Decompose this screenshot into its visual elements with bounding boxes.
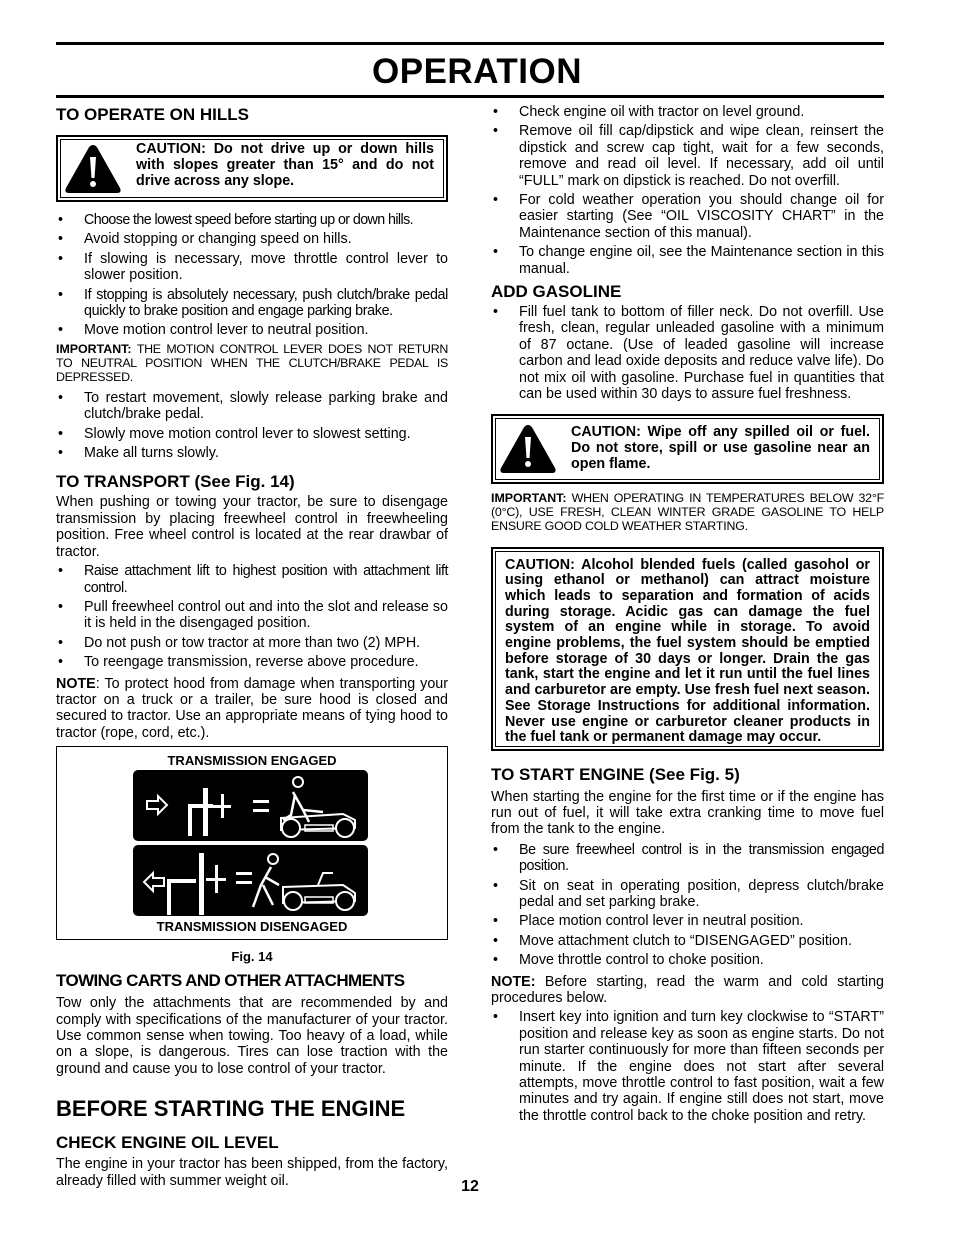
page-number: 12 — [461, 1178, 479, 1195]
list-item: • If slowing is necessary, move throttle control lever to slower position. — [56, 251, 448, 284]
list-item: • Do not push or tow tractor at more than two (2) MPH. — [56, 635, 448, 651]
list-item: • To restart movement, slowly release parking brake and clutch/brake pedal. — [56, 390, 448, 423]
figure-label-disengaged: TRANSMISSION DISENGAGED — [156, 919, 348, 935]
title-underline — [56, 95, 884, 98]
hills-caution-box — [56, 135, 448, 202]
list-item: • Insert key into ignition and turn key clockwise to “START” position and release key as soon as engine starts. Do not run starter continuously for more than fifteen seconds per minute. If the engine does not start after several attempts, move throttle control to fast position, wait a few minutes and try again. If engine still does not start, move the throttle control back to the choke position and retry. — [491, 1009, 884, 1124]
note-label: NOTE: — [491, 973, 536, 990]
list-item: • Place motion control lever in neutral position. — [491, 913, 884, 929]
hills-caution-text: CAUTION: Do not drive up or down hills with slopes greater than 15° and do not drive across any slope. — [136, 141, 434, 189]
gasoline-bullets — [491, 304, 884, 402]
list-item: • For cold weather operation you should change oil for easier starting (See “OIL VISCOSITY CHART” in the Maintenance section of this manual). — [491, 192, 884, 241]
towing-heading: TOWING CARTS AND OTHER ATTACHMENTS — [56, 971, 405, 991]
oil-level-heading: CHECK ENGINE OIL LEVEL — [56, 1133, 279, 1153]
list-item: • Pull freewheel control out and into the slot and release so it is held in the disengaged position. — [56, 599, 448, 632]
hills-heading: TO OPERATE ON HILLS — [56, 105, 249, 124]
list-item: • To reengage transmission, reverse above procedure. — [56, 654, 448, 670]
page-title: OPERATION — [372, 52, 582, 91]
note-label: NOTE — [56, 675, 96, 692]
fuel-caution-box — [491, 414, 884, 484]
list-item: • Be sure freewheel control is in the transmission engaged position. — [491, 842, 884, 875]
start-engine-final-bullet — [491, 1009, 884, 1124]
winter-important-note: IMPORTANT: WHEN OPERATING IN TEMPERATURES BELOW 32°F (0°C), USE FRESH, CLEAN WINTER GRADE GASOLINE TO HELP ENSURE GOOD COLD WEATHER STARTING. — [491, 490, 884, 533]
list-item: • Remove oil fill cap/dipstick and wipe clean, reinsert the dipstick and screw cap tight, wait for a few seconds, remove and read oil level. If necessary, add oil until “FULL” mark on dipstick is reached. Do not overfill. — [491, 123, 884, 189]
top-rule — [56, 42, 884, 45]
oil-bullets — [491, 104, 884, 277]
towing-text: Tow only the attachments that are recommended by and comply with specifications of the manufacturer of your tractor. Use common sense when towing. Too heavy of a load, while on a slope, is dangerous. Tires can lose traction with the ground and cause you to lose control of your tractor. — [56, 995, 448, 1077]
engaged-panel — [133, 770, 368, 841]
list-item: • If stopping is absolutely necessary, push clutch/brake pedal quickly to brake position and engage parking brake. — [56, 287, 448, 320]
warning-icon — [493, 416, 563, 482]
start-engine-note: NOTE: Before starting, read the warm and cold starting procedures below. — [491, 973, 884, 1006]
list-item: • Move motion control lever to neutral position. — [56, 322, 448, 338]
important-label: IMPORTANT: — [56, 341, 132, 356]
transport-intro: When pushing or towing your tractor, be sure to disengage transmission by placing freewheel control in freewheeling position. Free wheel control is located at the rear drawbar of tractor. — [56, 494, 448, 560]
list-item: • Avoid stopping or changing speed on hills. — [56, 231, 448, 247]
hills-bullets-2 — [56, 390, 448, 462]
transmission-engaged-illustration — [133, 770, 368, 841]
transmission-disengaged-illustration — [133, 845, 368, 916]
oil-level-text: The engine in your tractor has been shipped, from the factory, already filled with summer weight oil. — [56, 1156, 448, 1189]
list-item: • Slowly move motion control lever to slowest setting. — [56, 426, 448, 442]
list-item: • Check engine oil with tractor on level ground. — [491, 104, 884, 120]
start-engine-intro: When starting the engine for the first time or if the engine has run out of fuel, it will take extra cranking time to move fuel from the tank to the engine. — [491, 788, 884, 838]
figure-label-engaged: TRANSMISSION ENGAGED — [167, 753, 337, 769]
gasoline-heading: ADD GASOLINE — [491, 282, 622, 302]
before-starting-heading: BEFORE STARTING THE ENGINE — [56, 1096, 406, 1122]
list-item: • Sit on seat in operating position, depress clutch/brake pedal and set parking brake. — [491, 878, 884, 911]
hills-bullets-1 — [56, 212, 448, 339]
list-item: • Move throttle control to choke position. — [491, 952, 884, 968]
list-item: • Make all turns slowly. — [56, 445, 448, 461]
disengaged-panel — [133, 845, 368, 916]
alcohol-caution-text: CAUTION: Alcohol blended fuels (called gasohol or using ethanol or methanol) can attract moisture which leads to separation and formation of acids during storage. Acidic gas can damage the fuel system of an engine while in storage. To avoid engine problems, the fuel system should be emptied before storage of 30 days or longer. Drain the gas tank, start the engine and let it run until the fuel lines and carburetor are empty. Use fresh fuel next season. See Storage Instructions for additional information. Never use engine or carburetor cleaner products in the fuel tank or permanent damage may occur. — [505, 556, 870, 746]
list-item: • Fill fuel tank to bottom of filler neck. Do not overfill. Use fresh, clean, regular unleaded gasoline with a minimum of 87 octane. (Use of leaded gasoline will increase carbon and lead oxide deposits and reduce valve life). Do not mix oil with gasoline. Purchase fuel in quantities that can be used within 30 days to assure fuel freshness. — [491, 304, 884, 402]
hills-important-note: IMPORTANT: THE MOTION CONTROL LEVER DOES NOT RETURN TO NEUTRAL POSITION WHEN THE CLUTCH/BRAKE PEDAL IS DEPRESSED. — [56, 341, 448, 384]
important-label: IMPORTANT: — [491, 490, 567, 505]
right-column — [491, 104, 884, 1127]
figure-caption: Fig. 14 — [231, 949, 273, 965]
transport-bullets — [56, 563, 448, 670]
list-item: • Choose the lowest speed before starting up or down hills. — [56, 212, 448, 228]
left-column — [56, 104, 448, 1189]
fuel-caution-text: CAUTION: Wipe off any spilled oil or fuel. Do not store, spill or use gasoline near an open flame. — [571, 423, 870, 472]
list-item: • To change engine oil, see the Maintenance section in this manual. — [491, 244, 884, 277]
figure-14-box — [56, 746, 448, 940]
start-engine-heading: TO START ENGINE (See Fig. 5) — [491, 764, 740, 784]
transport-note: NOTE: To protect hood from damage when transporting your tractor on a truck or a trailer, be sure hood is closed and secured to tractor. Use an appropriate means of tying hood to tractor (rope, cord, etc.). — [56, 675, 448, 741]
list-item: • Move attachment clutch to “DISENGAGED” position. — [491, 933, 884, 949]
start-engine-bullets — [491, 842, 884, 969]
transport-heading: TO TRANSPORT (See Fig. 14) — [56, 472, 295, 492]
warning-icon — [58, 137, 128, 200]
list-item: • Raise attachment lift to highest position with attachment lift control. — [56, 563, 448, 596]
alcohol-caution-box — [491, 547, 884, 751]
